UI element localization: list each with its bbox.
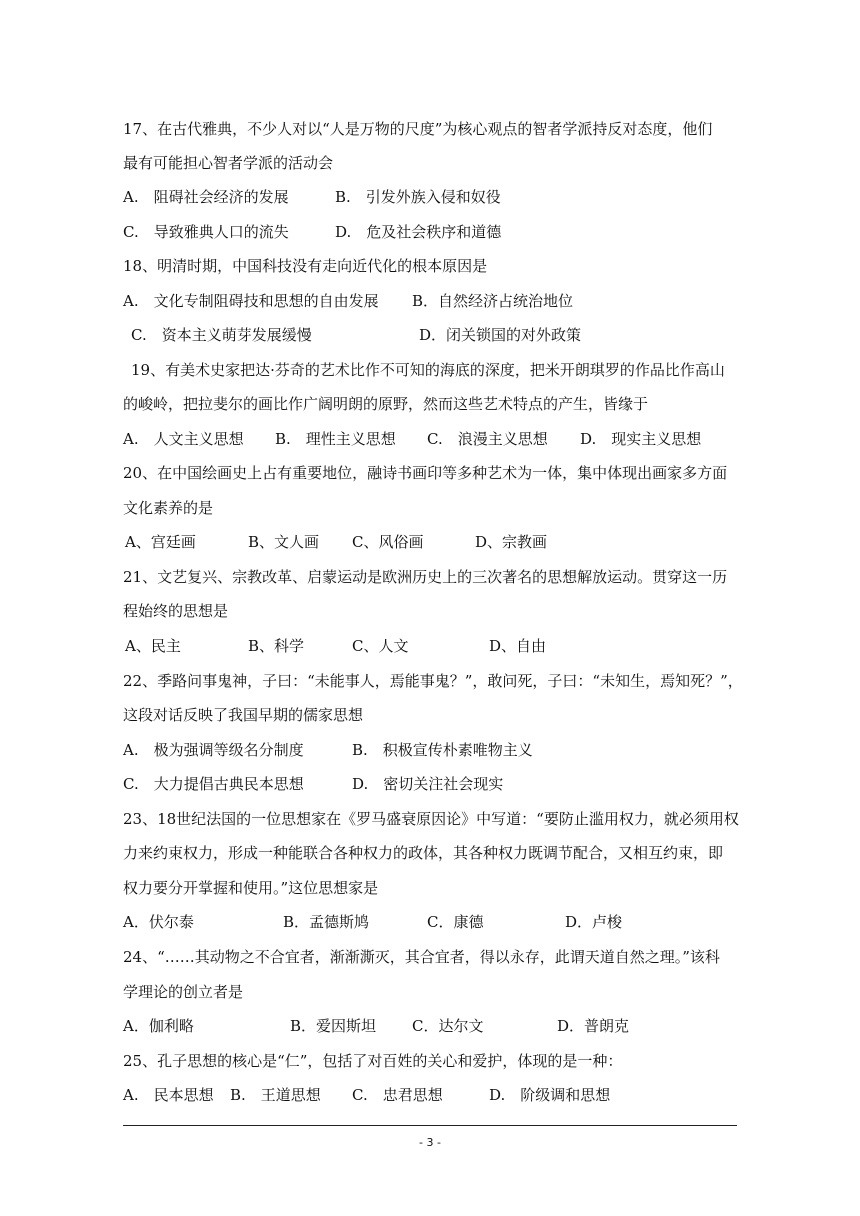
question-22-option-d: D. 密切关注社会现实 — [352, 775, 504, 793]
question-18-option-b: B．自然经济占统治地位 — [412, 292, 574, 310]
question-19-option-b: B. 理性主义思想 — [275, 430, 396, 448]
question-17-option-d: D. 危及社会秩序和道德 — [335, 223, 502, 241]
question-25-option-a: A. 民本思想 — [123, 1086, 214, 1104]
question-21-line-1: 21、文艺复兴、宗教改革、启蒙运动是欧洲历史上的三次著名的思想解放运动。贯穿这一历 — [123, 568, 728, 586]
question-23-line-3: 权力要分开掌握和使用。”这位思想家是 — [123, 879, 379, 897]
question-21-option-b: B、科学 — [248, 637, 305, 655]
question-24-option-b: B．爱因斯坦 — [290, 1017, 377, 1035]
question-25-option-d: D. 阶级调和思想 — [489, 1086, 611, 1104]
question-25-option-b: B. 王道思想 — [230, 1086, 321, 1104]
question-19-option-d: D. 现实主义思想 — [580, 430, 702, 448]
question-18-option-a: A. 文化专制阻碍技和思想的自由发展 — [123, 292, 379, 310]
question-19-option-a: A. 人文主义思想 — [123, 430, 244, 448]
question-17-line-1: 17、在古代雅典，不少人对以“人是万物的尺度”为核心观点的智者学派持反对态度，他们 — [123, 120, 713, 138]
question-17-line-2: 最有可能担心智者学派的活动会 — [123, 154, 334, 172]
question-22-option-a: A. 极为强调等级名分制度 — [123, 741, 304, 759]
question-17-option-a: A. 阻碍社会经济的发展 — [123, 188, 289, 206]
question-23-option-d: D．卢梭 — [565, 913, 623, 931]
question-24-option-c: C．达尔文 — [412, 1017, 484, 1035]
question-22-option-c: C. 大力提倡古典民本思想 — [123, 775, 304, 793]
question-19-option-c: C. 浪漫主义思想 — [427, 430, 548, 448]
question-20-line-2: 文化素养的是 — [123, 499, 214, 517]
question-23-option-b: B．孟德斯鸠 — [283, 913, 370, 931]
question-18-option-d: D．闭关锁国的对外政策 — [419, 326, 582, 344]
question-24-line-2: 学理论的创立者是 — [123, 983, 244, 1001]
question-23-line-2: 力来约束权力，形成一种能联合各种权力的政体，其各种权力既调节配合，又相互约束，即 — [123, 844, 724, 862]
question-23-line-1: 23、18世纪法国的一位思想家在《罗马盛衰原因论》中写道：“要防止滥用权力，就必须用权 — [123, 810, 739, 828]
question-25-option-c: C. 忠君思想 — [352, 1086, 443, 1104]
question-19-line-1: 19、有美术史家把达·芬奇的艺术比作不可知的海底的深度，把米开朗琪罗的作品比作高山 — [131, 361, 725, 379]
question-21-option-a: A、民主 — [125, 637, 181, 655]
question-25-line-1: 25、孔子思想的核心是“仁”，包括了对百姓的关心和爱护，体现的是一种： — [123, 1052, 623, 1070]
question-17-option-b: B. 引发外族入侵和奴役 — [335, 188, 501, 206]
question-22-line-2: 这段对话反映了我国早期的儒家思想 — [123, 706, 364, 724]
question-24-option-d: D．普朗克 — [557, 1017, 630, 1035]
question-22-option-b: B. 积极宣传朴素唯物主义 — [352, 741, 533, 759]
question-19-line-2: 的峻岭，把拉斐尔的画比作广阔明朗的原野，然而这些艺术特点的产生，皆缘于 — [123, 395, 649, 413]
question-20-option-d: D、宗教画 — [475, 533, 548, 551]
question-21-line-2: 程始终的思想是 — [123, 602, 229, 620]
question-17-option-c: C. 导致雅典人口的流失 — [123, 223, 289, 241]
question-23-option-c: C．康德 — [427, 913, 484, 931]
question-24-option-a: A．伽利略 — [123, 1017, 194, 1035]
question-22-line-1: 22、季路问事鬼神，子曰：“未能事人，焉能事鬼？”，敢问死，子曰：“未知生，焉知死？”， — [123, 672, 743, 690]
question-24-line-1: 24、“……其动物之不合宜者，渐渐澌灭，其合宜者，得以永存，此谓天道自然之理。”该科 — [123, 948, 720, 966]
question-20-option-c: C、风俗画 — [352, 533, 424, 551]
footer-divider — [123, 1125, 737, 1126]
question-21-option-d: D、自由 — [489, 637, 547, 655]
question-20-line-1: 20、在中国绘画史上占有重要地位，融诗书画印等多种艺术为一体，集中体现出画家多方面 — [123, 464, 728, 482]
page-number: - 3 - — [419, 1136, 441, 1149]
question-20-option-a: A、宫廷画 — [125, 533, 196, 551]
question-18-option-c: C. 资本主义萌芽发展缓慢 — [131, 326, 312, 344]
question-21-option-c: C、人文 — [352, 637, 409, 655]
question-18-line-1: 18、明清时期，中国科技没有走向近代化的根本原因是 — [123, 257, 488, 275]
question-23-option-a: A．伏尔泰 — [123, 913, 194, 931]
question-20-option-b: B、文人画 — [248, 533, 320, 551]
